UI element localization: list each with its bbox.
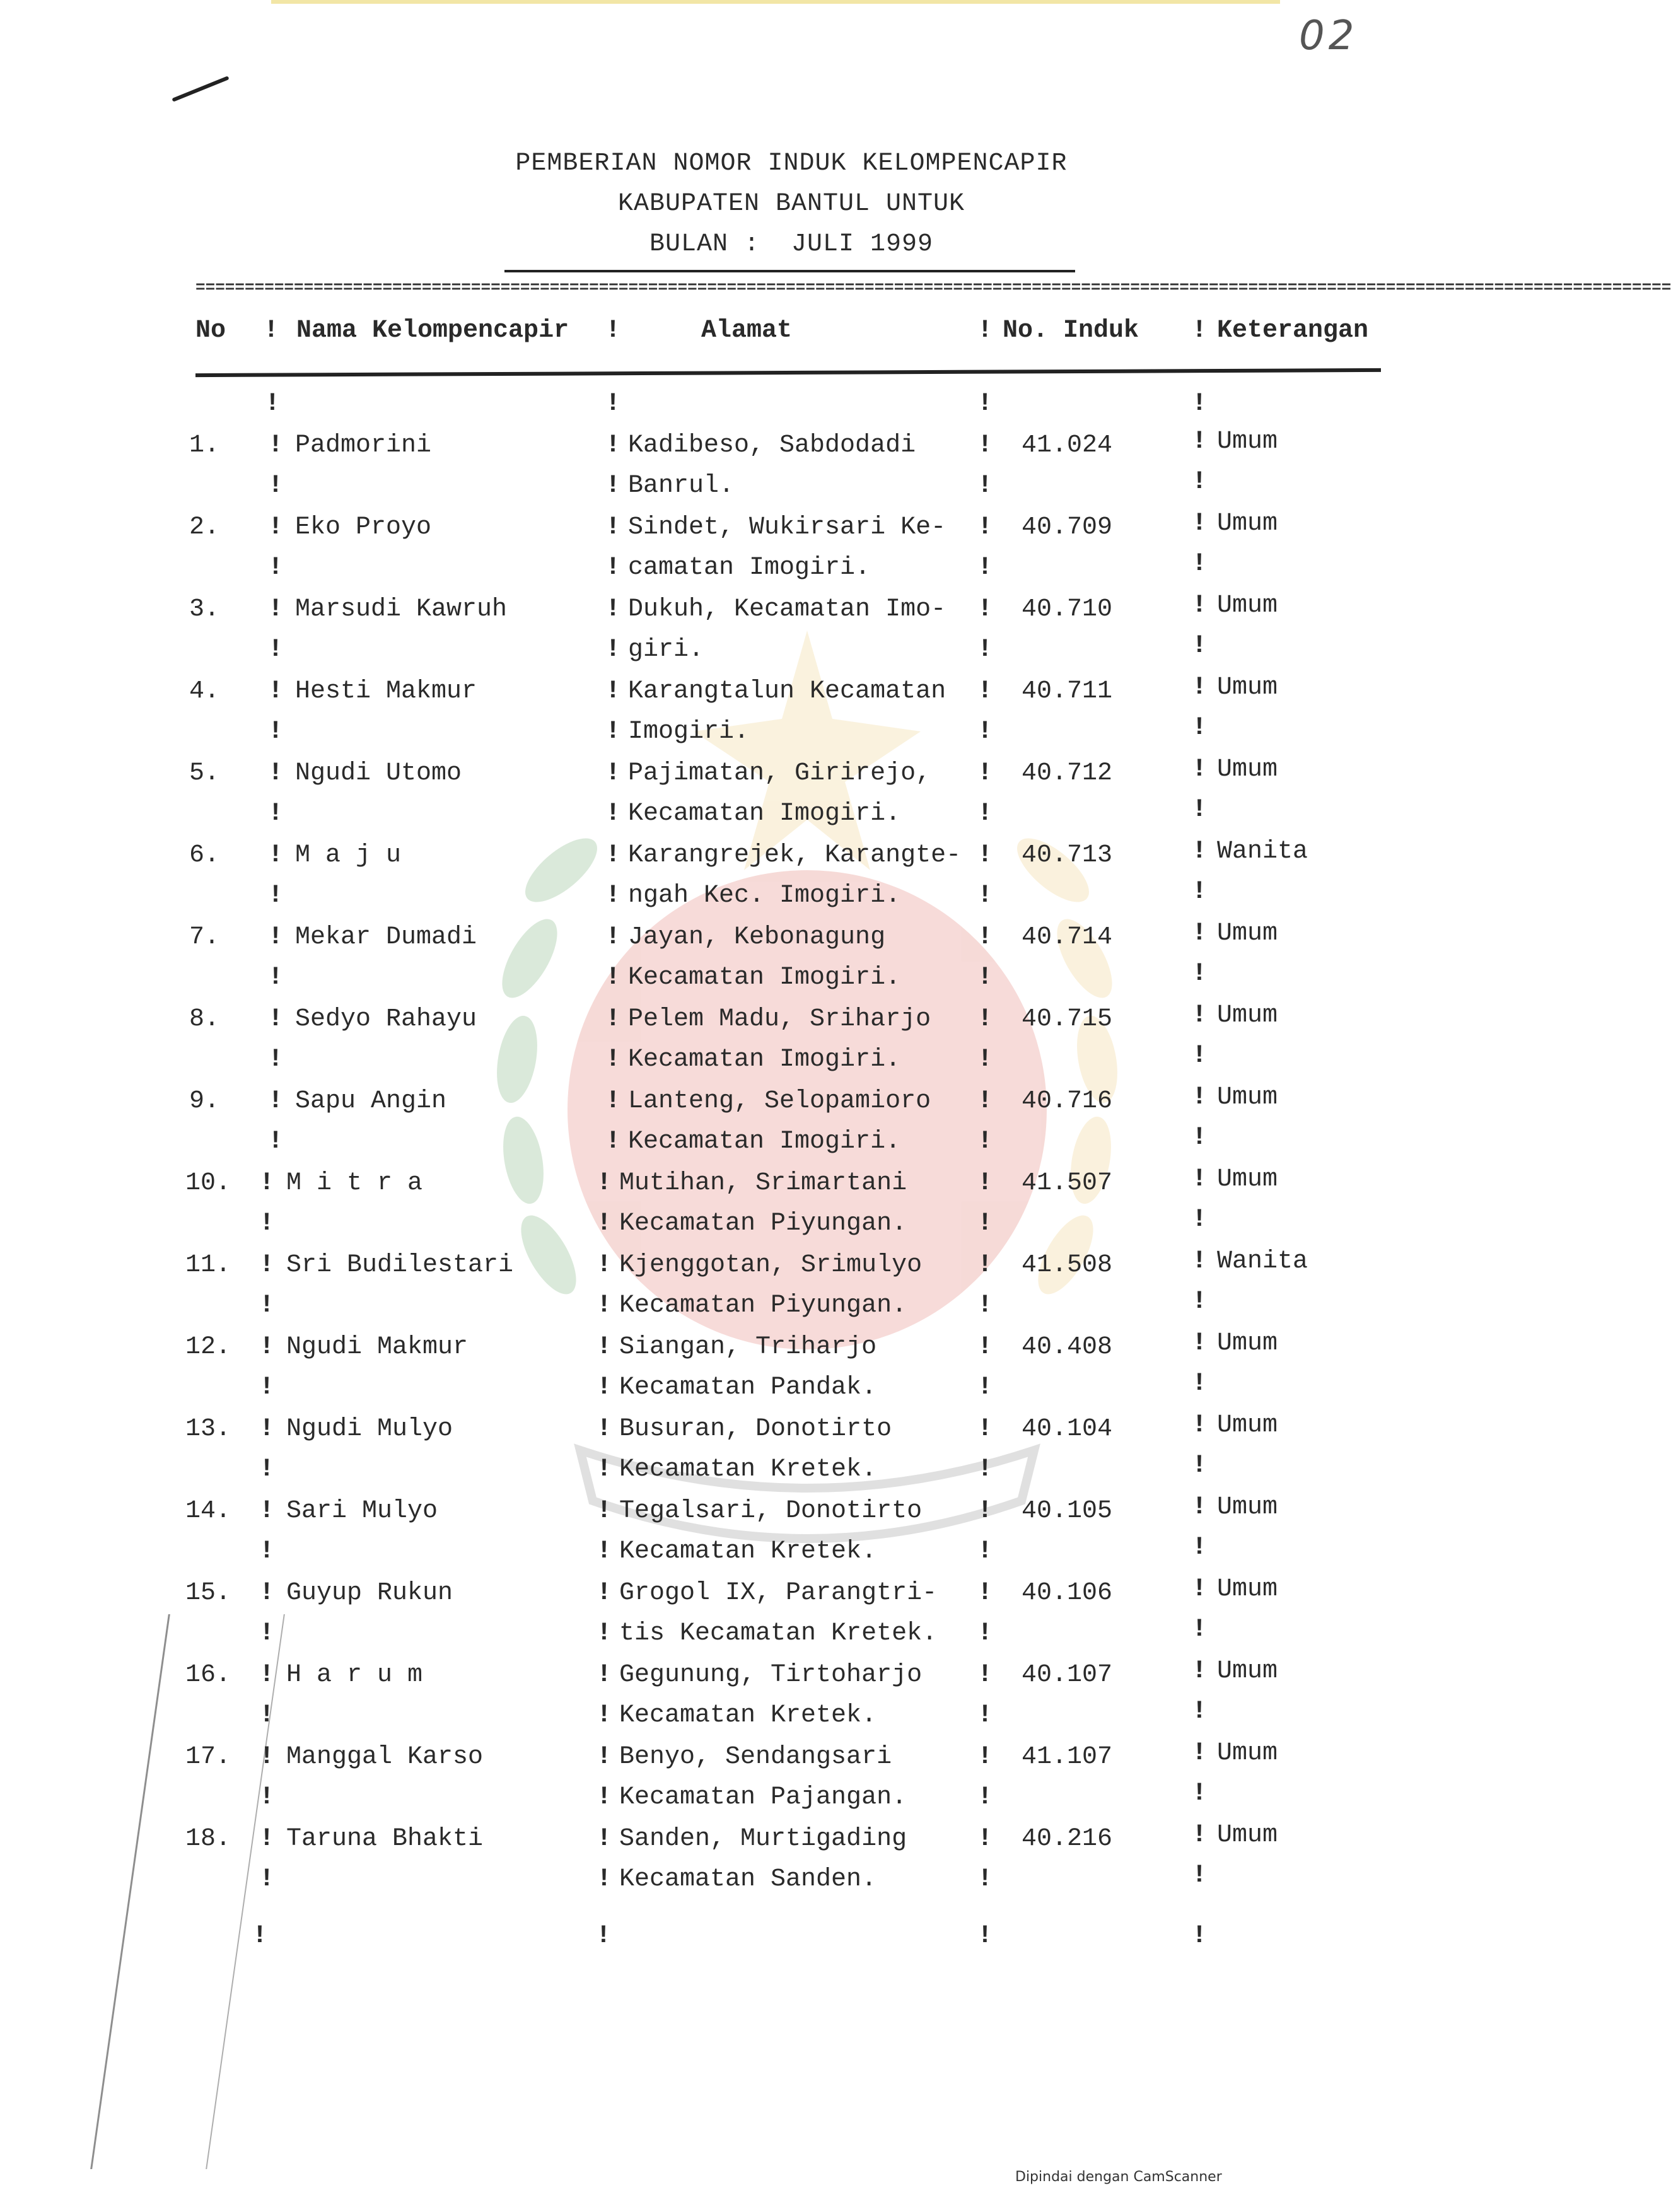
row-number: 14. bbox=[185, 1497, 231, 1525]
col-separator: ! bbox=[977, 431, 993, 460]
col-separator: ! bbox=[977, 1455, 993, 1484]
row-no-induk: 40.107 bbox=[1022, 1661, 1113, 1689]
col-separator: ! bbox=[1192, 428, 1208, 456]
row-keterangan: Umum bbox=[1217, 428, 1278, 456]
col-separator: ! bbox=[977, 595, 993, 624]
row-alamat-line1: Karangrejek, Karangte- bbox=[628, 841, 962, 870]
row-nama: Sri Budilestari bbox=[286, 1251, 514, 1279]
row-alamat-line1: Sindet, Wukirsari Ke- bbox=[628, 513, 946, 542]
col-separator: ! bbox=[977, 636, 993, 664]
row-keterangan: Wanita bbox=[1217, 1247, 1308, 1276]
table-top-double-rule: ====================================================================================================================================================== bbox=[195, 278, 1671, 297]
col-separator: ! bbox=[259, 1619, 275, 1648]
row-number: 1. bbox=[189, 431, 220, 460]
col-separator: ! bbox=[1192, 837, 1208, 866]
col-separator: ! bbox=[605, 472, 621, 500]
col-separator: ! bbox=[605, 554, 621, 582]
col-separator: ! bbox=[1192, 468, 1208, 496]
row-alamat-line2: Kecamatan Pajangan. bbox=[619, 1783, 907, 1812]
col-separator: ! bbox=[605, 841, 621, 870]
col-separator: ! bbox=[597, 1333, 612, 1361]
col-separator: ! bbox=[605, 882, 621, 910]
col-separator: ! bbox=[1192, 390, 1208, 418]
scanner-footer: Dipindai dengan CamScanner bbox=[1015, 2169, 1222, 2185]
col-separator: ! bbox=[597, 1455, 612, 1484]
col-separator: ! bbox=[977, 1045, 993, 1074]
col-separator: ! bbox=[1192, 1124, 1208, 1152]
col-separator: ! bbox=[1192, 755, 1208, 784]
row-number: 9. bbox=[189, 1087, 220, 1115]
col-separator: ! bbox=[977, 1127, 993, 1156]
col-separator: ! bbox=[977, 1783, 993, 1812]
col-separator: ! bbox=[1192, 591, 1208, 620]
col-header-nama: Nama Kelompencapir bbox=[296, 317, 569, 345]
col-separator: ! bbox=[977, 759, 993, 788]
row-keterangan: Umum bbox=[1217, 1001, 1278, 1030]
row-nama: Sari Mulyo bbox=[286, 1497, 438, 1525]
col-separator: ! bbox=[977, 1661, 993, 1689]
row-keterangan: Umum bbox=[1217, 755, 1278, 784]
row-number: 15. bbox=[185, 1579, 231, 1607]
row-nama: H a r u m bbox=[286, 1661, 423, 1689]
col-separator: ! bbox=[1192, 1370, 1208, 1398]
row-number: 5. bbox=[189, 759, 220, 788]
col-separator: ! bbox=[597, 1619, 612, 1648]
row-nama: Hesti Makmur bbox=[295, 677, 477, 706]
col-separator: ! bbox=[597, 1415, 612, 1443]
row-alamat-line1: Lanteng, Selopamioro bbox=[628, 1087, 931, 1115]
col-separator: ! bbox=[1192, 1861, 1208, 1890]
col-separator: ! bbox=[977, 390, 993, 418]
col-separator: ! bbox=[268, 759, 284, 788]
col-separator: ! bbox=[977, 1169, 993, 1197]
row-no-induk: 40.711 bbox=[1022, 677, 1113, 706]
row-alamat-line1: Jayan, Kebonagung bbox=[628, 923, 886, 952]
col-separator: ! bbox=[605, 1127, 621, 1156]
col-separator: ! bbox=[597, 1661, 612, 1689]
col-separator: ! bbox=[605, 317, 621, 345]
row-no-induk: 40.216 bbox=[1022, 1825, 1113, 1853]
col-separator: ! bbox=[977, 841, 993, 870]
col-separator: ! bbox=[597, 1291, 612, 1320]
row-no-induk: 40.712 bbox=[1022, 759, 1113, 788]
col-separator: ! bbox=[1192, 1247, 1208, 1276]
col-separator: ! bbox=[259, 1579, 275, 1607]
col-separator: ! bbox=[977, 1922, 993, 1950]
row-nama: Ngudi Mulyo bbox=[286, 1415, 453, 1443]
col-separator: ! bbox=[977, 1825, 993, 1853]
col-separator: ! bbox=[605, 963, 621, 992]
row-number: 12. bbox=[185, 1333, 231, 1361]
col-separator: ! bbox=[977, 1701, 993, 1730]
col-separator: ! bbox=[1192, 673, 1208, 702]
col-separator: ! bbox=[1192, 1739, 1208, 1767]
col-separator: ! bbox=[259, 1783, 275, 1812]
row-nama: Padmorini bbox=[295, 431, 432, 460]
col-separator: ! bbox=[597, 1497, 612, 1525]
col-separator: ! bbox=[264, 317, 279, 345]
row-number: 17. bbox=[185, 1743, 231, 1771]
col-separator: ! bbox=[268, 472, 284, 500]
col-separator: ! bbox=[977, 1005, 993, 1033]
col-separator: ! bbox=[1192, 1493, 1208, 1522]
col-separator: ! bbox=[977, 1209, 993, 1238]
col-separator: ! bbox=[1192, 1288, 1208, 1316]
row-alamat-line2: Kecamatan Piyungan. bbox=[619, 1209, 907, 1238]
col-separator: ! bbox=[1192, 1922, 1208, 1950]
row-number: 18. bbox=[185, 1825, 231, 1853]
row-alamat-line1: Tegalsari, Donotirto bbox=[619, 1497, 923, 1525]
row-alamat-line1: Kadibeso, Sabdodadi bbox=[628, 431, 916, 460]
row-alamat-line2: Banrul. bbox=[628, 472, 735, 500]
row-alamat-line2: Kecamatan Sanden. bbox=[619, 1865, 877, 1894]
row-alamat-line2: tis Kecamatan Kretek. bbox=[619, 1619, 938, 1648]
row-alamat-line2: camatan Imogiri. bbox=[628, 554, 871, 582]
col-separator: ! bbox=[977, 1619, 993, 1648]
col-separator: ! bbox=[259, 1865, 275, 1894]
row-keterangan: Umum bbox=[1217, 1083, 1278, 1112]
table-row bbox=[0, 424, 1563, 504]
row-no-induk: 40.714 bbox=[1022, 923, 1113, 952]
row-alamat-line1: Karangtalun Kecamatan bbox=[628, 677, 946, 706]
row-keterangan: Umum bbox=[1217, 1165, 1278, 1194]
col-separator: ! bbox=[1192, 1779, 1208, 1808]
col-separator: ! bbox=[977, 1865, 993, 1894]
table-row bbox=[0, 1243, 1563, 1324]
col-separator: ! bbox=[268, 800, 284, 828]
col-separator: ! bbox=[977, 317, 993, 345]
row-alamat-line2: Kecamatan Imogiri. bbox=[628, 963, 901, 992]
col-separator: ! bbox=[977, 472, 993, 500]
row-no-induk: 40.104 bbox=[1022, 1415, 1113, 1443]
col-separator: ! bbox=[1192, 550, 1208, 578]
col-separator: ! bbox=[977, 800, 993, 828]
col-separator: ! bbox=[1192, 878, 1208, 906]
col-separator: ! bbox=[977, 1251, 993, 1279]
col-separator: ! bbox=[259, 1743, 275, 1771]
col-separator: ! bbox=[977, 554, 993, 582]
header-subtitle: KABUPATEN BANTUL UNTUK bbox=[617, 190, 965, 218]
row-keterangan: Umum bbox=[1217, 1329, 1278, 1358]
col-separator: ! bbox=[977, 1415, 993, 1443]
col-separator: ! bbox=[268, 923, 284, 952]
col-separator: ! bbox=[605, 431, 621, 460]
table-row bbox=[0, 1817, 1563, 1898]
col-separator: ! bbox=[597, 1743, 612, 1771]
row-alamat-line2: giri. bbox=[628, 636, 704, 664]
row-no-induk: 41.024 bbox=[1022, 431, 1113, 460]
row-no-induk: 40.709 bbox=[1022, 513, 1113, 542]
row-alamat-line2: Kecamatan Kretek. bbox=[619, 1537, 877, 1566]
col-separator: ! bbox=[977, 1087, 993, 1115]
col-separator: ! bbox=[1192, 1411, 1208, 1440]
row-nama: Sapu Angin bbox=[295, 1087, 447, 1115]
row-alamat-line1: Pajimatan, Girirejo, bbox=[628, 759, 931, 788]
col-separator: ! bbox=[268, 1045, 284, 1074]
row-alamat-line2: Kecamatan Imogiri. bbox=[628, 1127, 901, 1156]
row-no-induk: 40.710 bbox=[1022, 595, 1113, 624]
col-separator: ! bbox=[597, 1783, 612, 1812]
row-nama: Ngudi Makmur bbox=[286, 1333, 469, 1361]
col-separator: ! bbox=[1192, 1821, 1208, 1849]
col-separator: ! bbox=[1192, 1083, 1208, 1112]
row-nama: M a j u bbox=[295, 841, 402, 870]
row-keterangan: Umum bbox=[1217, 1739, 1278, 1767]
row-number: 13. bbox=[185, 1415, 231, 1443]
col-separator: ! bbox=[597, 1209, 612, 1238]
row-keterangan: Wanita bbox=[1217, 837, 1308, 866]
table-row bbox=[0, 752, 1563, 832]
row-keterangan: Umum bbox=[1217, 919, 1278, 948]
col-separator: ! bbox=[252, 1922, 268, 1950]
row-no-induk: 41.507 bbox=[1022, 1169, 1113, 1197]
col-separator: ! bbox=[268, 718, 284, 746]
col-separator: ! bbox=[597, 1865, 612, 1894]
col-separator: ! bbox=[605, 800, 621, 828]
col-separator: ! bbox=[259, 1209, 275, 1238]
table-row bbox=[0, 1735, 1563, 1816]
row-number: 6. bbox=[189, 841, 220, 870]
row-alamat-line1: Pelem Madu, Sriharjo bbox=[628, 1005, 931, 1033]
col-separator: ! bbox=[265, 390, 281, 418]
col-separator: ! bbox=[596, 1922, 612, 1950]
row-nama: Mekar Dumadi bbox=[295, 923, 477, 952]
row-alamat-line2: Kecamatan Imogiri. bbox=[628, 1045, 901, 1074]
col-separator: ! bbox=[268, 595, 284, 624]
col-separator: ! bbox=[1192, 1001, 1208, 1030]
col-separator: ! bbox=[597, 1825, 612, 1853]
row-no-induk: 40.105 bbox=[1022, 1497, 1113, 1525]
col-separator: ! bbox=[605, 1005, 621, 1033]
col-header-induk: No. Induk bbox=[1003, 317, 1139, 345]
col-separator: ! bbox=[977, 677, 993, 706]
col-separator: ! bbox=[605, 718, 621, 746]
col-header-no: No bbox=[195, 317, 226, 345]
row-number: 4. bbox=[189, 677, 220, 706]
row-no-induk: 40.408 bbox=[1022, 1333, 1113, 1361]
row-nama: Ngudi Utomo bbox=[295, 759, 462, 788]
row-no-induk: 41.107 bbox=[1022, 1743, 1113, 1771]
row-no-induk: 40.713 bbox=[1022, 841, 1113, 870]
row-alamat-line1: Siangan, Triharjo bbox=[619, 1333, 877, 1361]
row-no-induk: 40.716 bbox=[1022, 1087, 1113, 1115]
col-separator: ! bbox=[259, 1661, 275, 1689]
table-row bbox=[0, 1489, 1563, 1570]
col-separator: ! bbox=[1192, 1534, 1208, 1562]
col-separator: ! bbox=[977, 923, 993, 952]
col-separator: ! bbox=[1192, 714, 1208, 742]
col-separator: ! bbox=[1192, 1206, 1208, 1234]
col-separator: ! bbox=[977, 1291, 993, 1320]
col-separator: ! bbox=[977, 513, 993, 542]
row-alamat-line2: Kecamatan Pandak. bbox=[619, 1373, 877, 1402]
row-number: 2. bbox=[189, 513, 220, 542]
col-separator: ! bbox=[1192, 1042, 1208, 1070]
row-keterangan: Umum bbox=[1217, 1411, 1278, 1440]
row-keterangan: Umum bbox=[1217, 1657, 1278, 1685]
row-nama: M i t r a bbox=[286, 1169, 423, 1197]
row-alamat-line1: Sanden, Murtigading bbox=[619, 1825, 907, 1853]
col-separator: ! bbox=[1192, 919, 1208, 948]
col-separator: ! bbox=[268, 513, 284, 542]
row-alamat-line2: Kecamatan Imogiri. bbox=[628, 800, 901, 828]
col-separator: ! bbox=[1192, 1697, 1208, 1726]
page-number: 02 bbox=[1299, 13, 1358, 59]
row-alamat-line2: Kecamatan Kretek. bbox=[619, 1701, 877, 1730]
row-nama: Taruna Bhakti bbox=[286, 1825, 484, 1853]
col-separator: ! bbox=[977, 1333, 993, 1361]
col-header-alamat: Alamat bbox=[701, 317, 793, 345]
col-separator: ! bbox=[597, 1373, 612, 1402]
col-separator: ! bbox=[1192, 317, 1208, 345]
col-separator: ! bbox=[259, 1415, 275, 1443]
row-nama: Guyup Rukun bbox=[286, 1579, 453, 1607]
col-separator: ! bbox=[1192, 796, 1208, 824]
col-separator: ! bbox=[1192, 632, 1208, 660]
col-separator: ! bbox=[977, 882, 993, 910]
row-alamat-line2: Kecamatan Kretek. bbox=[619, 1455, 877, 1484]
row-alamat-line2: Kecamatan Piyungan. bbox=[619, 1291, 907, 1320]
col-separator: ! bbox=[1192, 1615, 1208, 1644]
row-alamat-line1: Dukuh, Kecamatan Imo- bbox=[628, 595, 946, 624]
table-row bbox=[0, 998, 1563, 1078]
col-separator: ! bbox=[259, 1825, 275, 1853]
row-alamat-line1: Mutihan, Srimartani bbox=[619, 1169, 907, 1197]
col-separator: ! bbox=[1192, 1452, 1208, 1480]
col-separator: ! bbox=[597, 1251, 612, 1279]
table-row bbox=[0, 1571, 1563, 1652]
row-keterangan: Umum bbox=[1217, 673, 1278, 702]
col-header-keterangan: Keterangan bbox=[1217, 317, 1369, 345]
row-nama: Marsudi Kawruh bbox=[295, 595, 508, 624]
col-separator: ! bbox=[259, 1291, 275, 1320]
col-separator: ! bbox=[605, 513, 621, 542]
col-separator: ! bbox=[977, 1579, 993, 1607]
col-separator: ! bbox=[268, 1127, 284, 1156]
table-row bbox=[0, 834, 1563, 914]
row-keterangan: Umum bbox=[1217, 591, 1278, 620]
row-keterangan: Umum bbox=[1217, 509, 1278, 538]
col-separator: ! bbox=[268, 554, 284, 582]
col-separator: ! bbox=[1192, 509, 1208, 538]
table-row bbox=[0, 1407, 1563, 1488]
col-separator: ! bbox=[977, 718, 993, 746]
header-title: PEMBERIAN NOMOR INDUK KELOMPENCAPIR bbox=[515, 149, 1068, 178]
row-number: 10. bbox=[185, 1169, 231, 1197]
row-alamat-line1: Busuran, Donotirto bbox=[619, 1415, 892, 1443]
col-separator: ! bbox=[605, 1087, 621, 1115]
row-number: 16. bbox=[185, 1661, 231, 1689]
col-separator: ! bbox=[977, 1743, 993, 1771]
row-alamat-line1: Benyo, Sendangsari bbox=[619, 1743, 892, 1771]
table-row bbox=[0, 588, 1563, 668]
row-no-induk: 41.508 bbox=[1022, 1251, 1113, 1279]
table-row bbox=[0, 670, 1563, 750]
col-separator: ! bbox=[268, 1087, 284, 1115]
row-no-induk: 40.106 bbox=[1022, 1579, 1113, 1607]
table-row bbox=[0, 506, 1563, 586]
row-number: 11. bbox=[185, 1251, 231, 1279]
col-separator: ! bbox=[268, 431, 284, 460]
col-separator: ! bbox=[259, 1537, 275, 1566]
row-alamat-line2: Imogiri. bbox=[628, 718, 750, 746]
col-separator: ! bbox=[268, 841, 284, 870]
col-separator: ! bbox=[977, 1537, 993, 1566]
col-separator: ! bbox=[605, 759, 621, 788]
col-separator: ! bbox=[1192, 960, 1208, 988]
col-separator: ! bbox=[1192, 1329, 1208, 1358]
col-separator: ! bbox=[268, 636, 284, 664]
col-separator: ! bbox=[259, 1455, 275, 1484]
row-nama: Eko Proyo bbox=[295, 513, 432, 542]
col-separator: ! bbox=[977, 1497, 993, 1525]
col-separator: ! bbox=[259, 1169, 275, 1197]
col-separator: ! bbox=[597, 1537, 612, 1566]
row-alamat-line2: ngah Kec. Imogiri. bbox=[628, 882, 901, 910]
header-month: BULAN : JULI 1999 bbox=[649, 230, 934, 259]
col-separator: ! bbox=[259, 1333, 275, 1361]
row-number: 3. bbox=[189, 595, 220, 624]
col-separator: ! bbox=[597, 1701, 612, 1730]
row-alamat-line1: Grogol IX, Parangtri- bbox=[619, 1579, 938, 1607]
table-row bbox=[0, 916, 1563, 996]
col-separator: ! bbox=[259, 1373, 275, 1402]
col-separator: ! bbox=[268, 677, 284, 706]
row-keterangan: Umum bbox=[1217, 1493, 1278, 1522]
row-number: 8. bbox=[189, 1005, 220, 1033]
col-separator: ! bbox=[268, 1005, 284, 1033]
table-row bbox=[0, 1325, 1563, 1406]
col-separator: ! bbox=[1192, 1657, 1208, 1685]
col-separator: ! bbox=[605, 1045, 621, 1074]
table-row bbox=[0, 1080, 1563, 1160]
col-separator: ! bbox=[605, 595, 621, 624]
col-separator: ! bbox=[268, 963, 284, 992]
col-separator: ! bbox=[259, 1251, 275, 1279]
table-row bbox=[0, 1161, 1563, 1242]
col-separator: ! bbox=[597, 1579, 612, 1607]
col-separator: ! bbox=[1192, 1165, 1208, 1194]
col-separator: ! bbox=[605, 923, 621, 952]
row-alamat-line1: Gegunung, Tirtoharjo bbox=[619, 1661, 923, 1689]
row-alamat-line1: Kjenggotan, Srimulyo bbox=[619, 1251, 923, 1279]
row-number: 7. bbox=[189, 923, 220, 952]
row-nama: Sedyo Rahayu bbox=[295, 1005, 477, 1033]
row-keterangan: Umum bbox=[1217, 1575, 1278, 1604]
row-no-induk: 40.715 bbox=[1022, 1005, 1113, 1033]
col-separator: ! bbox=[1192, 1575, 1208, 1604]
col-separator: ! bbox=[597, 1169, 612, 1197]
row-nama: Manggal Karso bbox=[286, 1743, 484, 1771]
col-separator: ! bbox=[977, 1373, 993, 1402]
col-separator: ! bbox=[605, 636, 621, 664]
row-keterangan: Umum bbox=[1217, 1821, 1278, 1849]
col-separator: ! bbox=[259, 1497, 275, 1525]
col-separator: ! bbox=[268, 882, 284, 910]
table-row bbox=[0, 1653, 1563, 1734]
col-separator: ! bbox=[259, 1701, 275, 1730]
col-separator: ! bbox=[605, 390, 621, 418]
col-separator: ! bbox=[605, 677, 621, 706]
col-separator: ! bbox=[977, 963, 993, 992]
